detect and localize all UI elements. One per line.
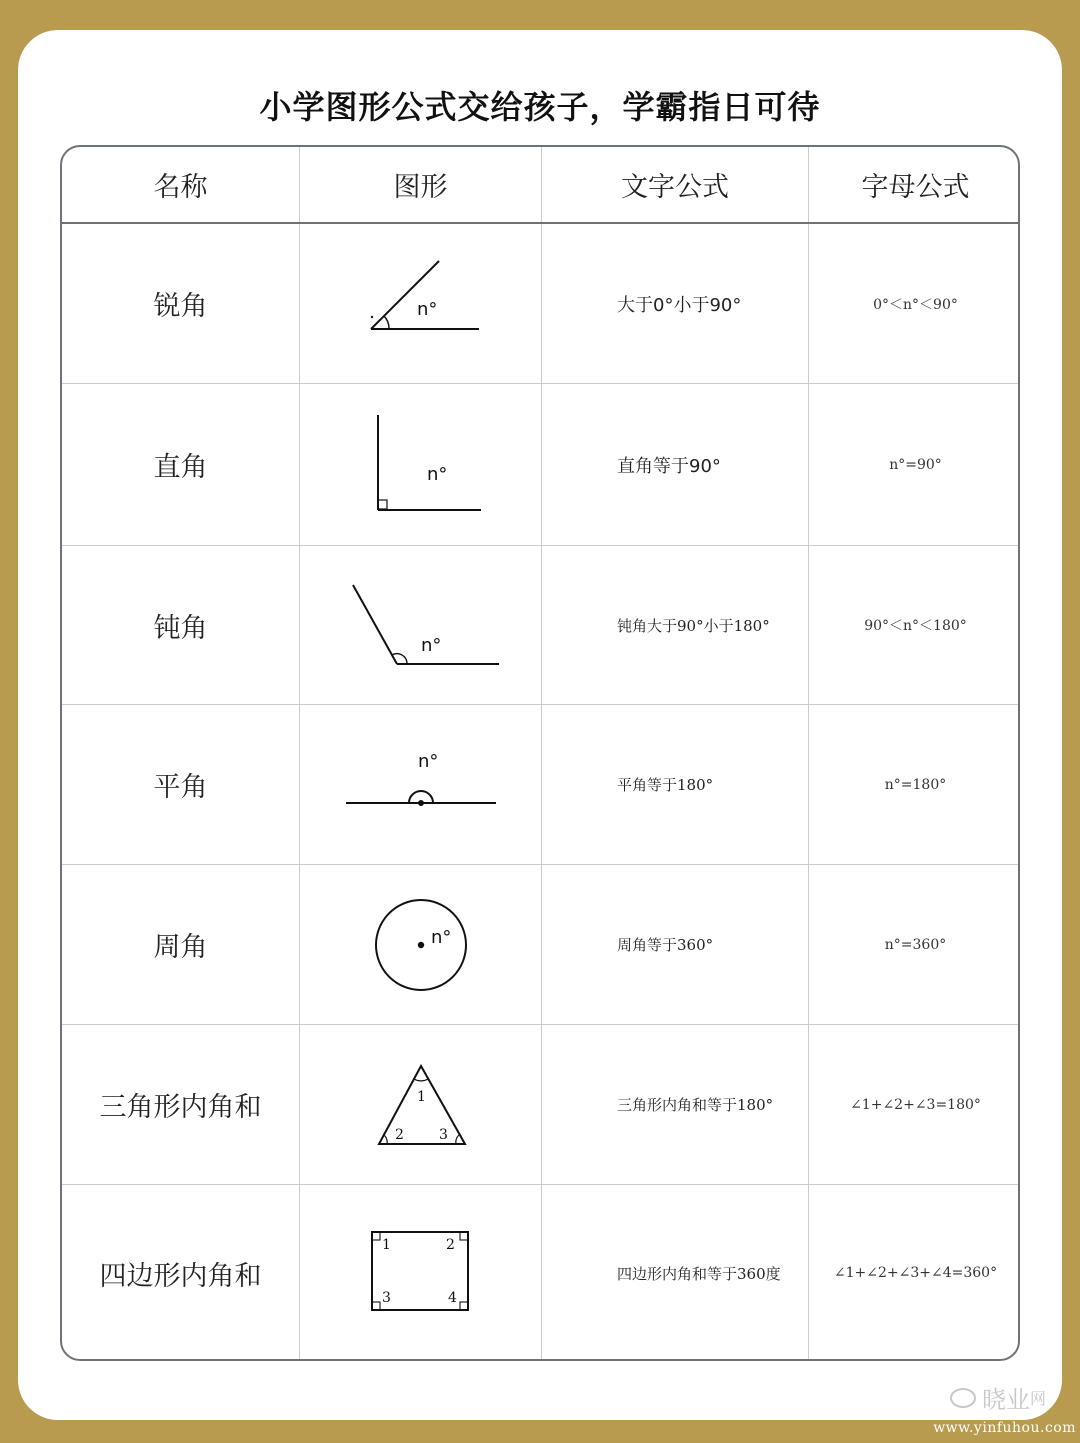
table-row <box>62 224 1020 384</box>
table-row <box>62 546 1020 705</box>
table-row <box>62 1025 1020 1185</box>
svg-text:n°: n° <box>430 926 451 948</box>
svg-text:n°: n° <box>420 635 441 656</box>
text-formula: 三角形内角和等于180° <box>542 1025 809 1184</box>
text-formula: 平角等于180° <box>542 705 809 864</box>
triangle-figure <box>300 1025 542 1184</box>
page-title: 小学图形公式交给孩子，学霸指日可待 <box>259 88 821 126</box>
text-formula: 周角等于360° <box>542 865 809 1024</box>
text-formula: 四边形内角和等于360度 <box>542 1185 809 1361</box>
svg-text:1: 1 <box>416 1088 426 1105</box>
header-name: 名称 <box>62 147 300 222</box>
header-text-formula: 文字公式 <box>542 147 809 222</box>
watermark-text: 晓业 <box>981 1386 1030 1414</box>
text-formula: 大于0°小于90° <box>542 224 809 383</box>
svg-text:n°: n° <box>416 298 437 320</box>
row-name: 四边形内角和 <box>62 1185 300 1361</box>
straight-angle-figure <box>300 705 542 864</box>
letter-formula: n°=180° <box>884 776 947 793</box>
table-row <box>62 384 1020 546</box>
row-name: 三角形内角和 <box>62 1025 300 1184</box>
row-name: 锐角 <box>62 224 300 383</box>
svg-text:2: 2 <box>394 1126 404 1143</box>
svg-text:2: 2 <box>445 1237 455 1253</box>
svg-text:1: 1 <box>381 1237 391 1253</box>
text-formula: 钝角大于90°小于180° <box>542 546 809 704</box>
letter-formula: ∠1+∠2+∠3=180° <box>850 1096 981 1113</box>
header-shape: 图形 <box>300 147 542 222</box>
svg-text:4: 4 <box>447 1290 457 1306</box>
formula-table <box>60 145 1020 1361</box>
round-angle-figure <box>300 865 542 1024</box>
row-name: 周角 <box>62 865 300 1024</box>
letter-formula: 0°＜n°＜90° <box>873 296 958 313</box>
right-angle-figure <box>300 384 542 545</box>
obtuse-angle-figure <box>300 546 542 704</box>
table-row <box>62 1185 1020 1361</box>
watermark-url: www.yinfuhou.com <box>933 1420 1076 1436</box>
letter-formula: 90°＜n°＜180° <box>864 618 967 634</box>
table-row <box>62 705 1020 865</box>
letter-formula: ∠1+∠2+∠3+∠4=360° <box>833 1265 998 1281</box>
row-name: 直角 <box>62 384 300 545</box>
wechat-icon <box>950 1388 976 1408</box>
watermark-suffix: 网 <box>1029 1389 1046 1408</box>
quadrilateral-figure <box>300 1185 542 1361</box>
text-formula: 直角等于90° <box>542 384 809 545</box>
table-row <box>62 865 1020 1025</box>
watermark <box>950 1380 1046 1415</box>
acute-angle-figure <box>300 224 542 383</box>
letter-formula: n°=90° <box>889 456 942 473</box>
letter-formula: n°=360° <box>884 936 947 953</box>
svg-text:3: 3 <box>438 1126 448 1143</box>
table-header <box>62 147 1020 224</box>
svg-text:3: 3 <box>381 1290 391 1306</box>
header-letter-formula: 字母公式 <box>861 172 970 203</box>
row-name: 平角 <box>62 705 300 864</box>
svg-text:n°: n° <box>426 463 447 485</box>
row-name: 钝角 <box>62 546 300 704</box>
svg-text:n°: n° <box>417 750 438 772</box>
